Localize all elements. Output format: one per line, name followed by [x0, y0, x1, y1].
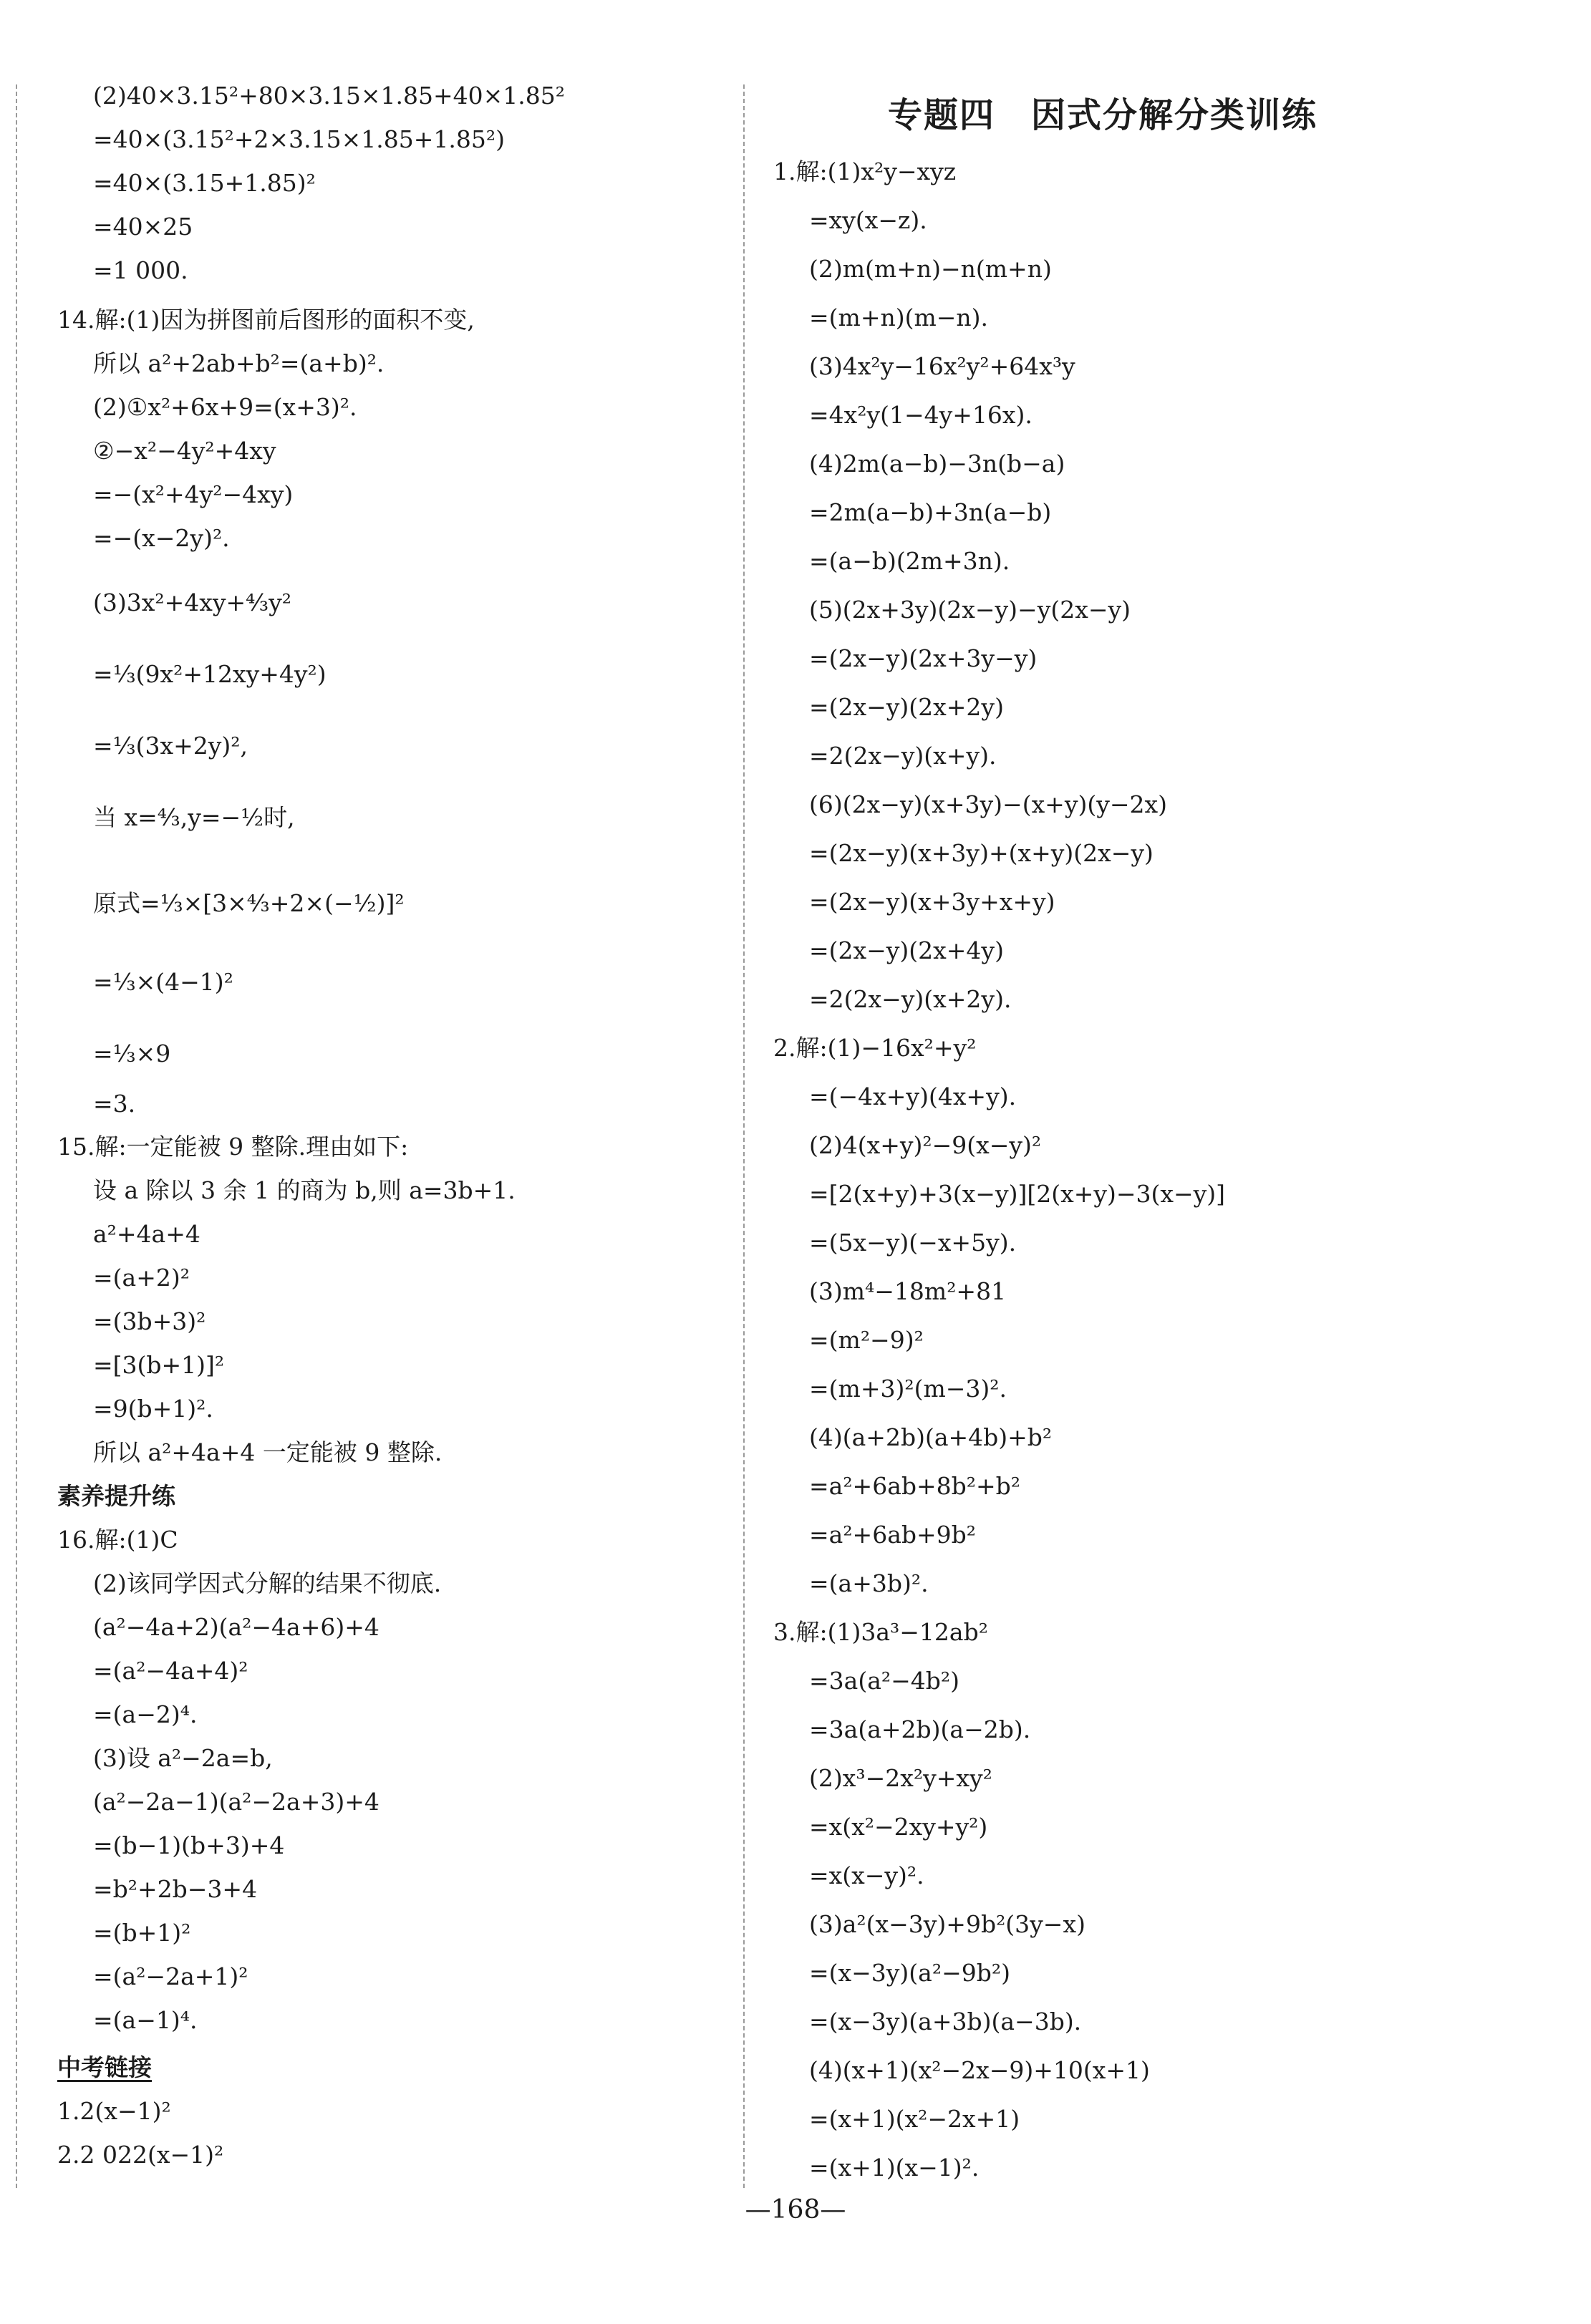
- text-line: ②−x²−4y²+4xy: [93, 437, 276, 465]
- text-line: =b²+2b−3+4: [93, 1875, 258, 1903]
- text-line: (2)40×3.15²+80×3.15×1.85+40×1.85²: [93, 82, 565, 110]
- text-line: =(x+1)(x²−2x+1): [809, 2105, 1020, 2133]
- text-line: =(b+1)²: [93, 1919, 191, 1947]
- text-line: =(2x−y)(x+3y+x+y): [809, 888, 1055, 916]
- text-line: (4)(x+1)(x²−2x−9)+10(x+1): [809, 2056, 1150, 2084]
- problem-14-heading: 14.解:(1)因为拼图前后图形的面积不变,: [57, 306, 475, 334]
- text-line: =xy(x−z).: [809, 206, 927, 234]
- text-line: =4x²y(1−4y+16x).: [809, 401, 1033, 429]
- text-line: =x(x²−2xy+y²): [809, 1813, 988, 1841]
- text-line: =(m²−9)²: [809, 1326, 924, 1354]
- text-line: (2)x³−2x²y+xy²: [809, 1764, 992, 1792]
- text-line: (2)该同学因式分解的结果不彻底.: [93, 1569, 442, 1597]
- text-line: =3a(a+2b)(a−2b).: [809, 1715, 1031, 1743]
- text-line: =2(2x−y)(x+2y).: [809, 985, 1012, 1013]
- text-line: (3)3x²+4xy+⁴⁄₃y²: [93, 589, 291, 616]
- text-line: =[3(b+1)]²: [93, 1351, 225, 1379]
- text-line: 1.2(x−1)²: [57, 2097, 171, 2125]
- text-line: =9(b+1)².: [93, 1395, 213, 1423]
- text-line: =2(2x−y)(x+y).: [809, 742, 997, 770]
- text-line: (3)a²(x−3y)+9b²(3y−x): [809, 1910, 1085, 1938]
- text-line: =(a+2)²: [93, 1264, 190, 1292]
- text-line: 原式=⅓×[3×⁴⁄₃+2×(−½)]²: [93, 889, 405, 917]
- text-line: =(−4x+y)(4x+y).: [809, 1083, 1017, 1110]
- text-line: 当 x=⁴⁄₃,y=−½时,: [93, 803, 295, 831]
- text-line: (3)m⁴−18m²+81: [809, 1277, 1007, 1305]
- text-line: =(a²−4a+4)²: [93, 1657, 248, 1685]
- text-line: =(2x−y)(2x+4y): [809, 936, 1004, 964]
- text-line: (3)4x²y−16x²y²+64x³y: [809, 352, 1075, 380]
- column-divider-dashed-line: [743, 84, 745, 2188]
- text-line: =40×(3.15²+2×3.15×1.85+1.85²): [93, 125, 506, 153]
- text-line: (3)设 a²−2a=b,: [93, 1744, 273, 1772]
- text-line: a²+4a+4: [93, 1220, 200, 1248]
- text-line: =(2x−y)(2x+2y): [809, 693, 1004, 721]
- text-line: (6)(2x−y)(x+3y)−(x+y)(y−2x): [809, 790, 1167, 818]
- text-line: 所以 a²+4a+4 一定能被 9 整除.: [93, 1438, 443, 1466]
- text-line: =40×25: [93, 213, 193, 241]
- text-line: =3a(a²−4b²): [809, 1667, 959, 1695]
- left-margin-dashed-line: [16, 84, 17, 2188]
- text-line: =(x−3y)(a²−9b²): [809, 1959, 1010, 1987]
- text-line: =x(x−y)².: [809, 1861, 924, 1889]
- text-line: =(a−1)⁴.: [93, 2006, 198, 2034]
- text-line: =(x+1)(x−1)².: [809, 2154, 980, 2182]
- topic-title: 专题四 因式分解分类训练: [888, 95, 1318, 135]
- section-heading: 素养提升练: [57, 1482, 175, 1510]
- text-line: (5)(2x+3y)(2x−y)−y(2x−y): [809, 596, 1131, 624]
- text-line: =2m(a−b)+3n(a−b): [809, 498, 1052, 526]
- text-line: (2)①x²+6x+9=(x+3)².: [93, 393, 357, 421]
- text-line: =(5x−y)(−x+5y).: [809, 1229, 1017, 1257]
- text-line: =1 000.: [93, 256, 188, 284]
- text-line: =3.: [93, 1090, 136, 1118]
- problem-15-heading: 15.解:一定能被 9 整除.理由如下:: [57, 1133, 409, 1161]
- text-line: (2)4(x+y)²−9(x−y)²: [809, 1131, 1042, 1159]
- text-line: =(a²−2a+1)²: [93, 1962, 248, 1990]
- text-line: =⅓(9x²+12xy+4y²): [93, 660, 327, 688]
- text-line: (a²−2a−1)(a²−2a+3)+4: [93, 1788, 379, 1816]
- text-line: (4)(a+2b)(a+4b)+b²: [809, 1423, 1053, 1451]
- text-line: =−(x−2y)².: [93, 524, 230, 552]
- text-line: =⅓(3x+2y)²,: [93, 732, 248, 760]
- text-line: =(a−2)⁴.: [93, 1700, 198, 1728]
- text-line: (2)m(m+n)−n(m+n): [809, 255, 1052, 283]
- text-line: =(m+n)(m−n).: [809, 304, 989, 331]
- text-line: =[2(x+y)+3(x−y)][2(x+y)−3(x−y)]: [809, 1180, 1226, 1208]
- text-line: =(a+3b)².: [809, 1569, 929, 1597]
- text-line: 2.2 022(x−1)²: [57, 2141, 224, 2169]
- text-line: =(x−3y)(a+3b)(a−3b).: [809, 2008, 1082, 2035]
- problem-3-heading: 3.解:(1)3a³−12ab²: [773, 1618, 988, 1646]
- problem-16-heading: 16.解:(1)C: [57, 1526, 178, 1554]
- text-line: =(2x−y)(2x+3y−y): [809, 644, 1038, 672]
- text-line: =(3b+3)²: [93, 1307, 206, 1335]
- text-line: 所以 a²+2ab+b²=(a+b)².: [93, 349, 385, 377]
- problem-2-heading: 2.解:(1)−16x²+y²: [773, 1034, 977, 1062]
- text-line: =−(x²+4y²−4xy): [93, 480, 294, 508]
- problem-1-heading: 1.解:(1)x²y−xyz: [773, 158, 957, 185]
- text-line: =⅓×9: [93, 1040, 171, 1067]
- page-number: —168—: [745, 2195, 846, 2224]
- text-line: =(2x−y)(x+3y)+(x+y)(2x−y): [809, 839, 1154, 867]
- text-line: =(m+3)²(m−3)².: [809, 1375, 1007, 1403]
- text-line: (4)2m(a−b)−3n(b−a): [809, 450, 1065, 478]
- text-line: =a²+6ab+8b²+b²: [809, 1472, 1021, 1500]
- text-line: =⅓×(4−1)²: [93, 968, 233, 996]
- text-line: =(a−b)(2m+3n).: [809, 547, 1010, 575]
- section-heading: 中考链接: [57, 2053, 152, 2081]
- text-line: =40×(3.15+1.85)²: [93, 169, 316, 197]
- text-line: =(b−1)(b+3)+4: [93, 1831, 285, 1859]
- text-line: 设 a 除以 3 余 1 的商为 b,则 a=3b+1.: [93, 1176, 516, 1204]
- text-line: =a²+6ab+9b²: [809, 1521, 976, 1549]
- text-line: (a²−4a+2)(a²−4a+6)+4: [93, 1613, 379, 1641]
